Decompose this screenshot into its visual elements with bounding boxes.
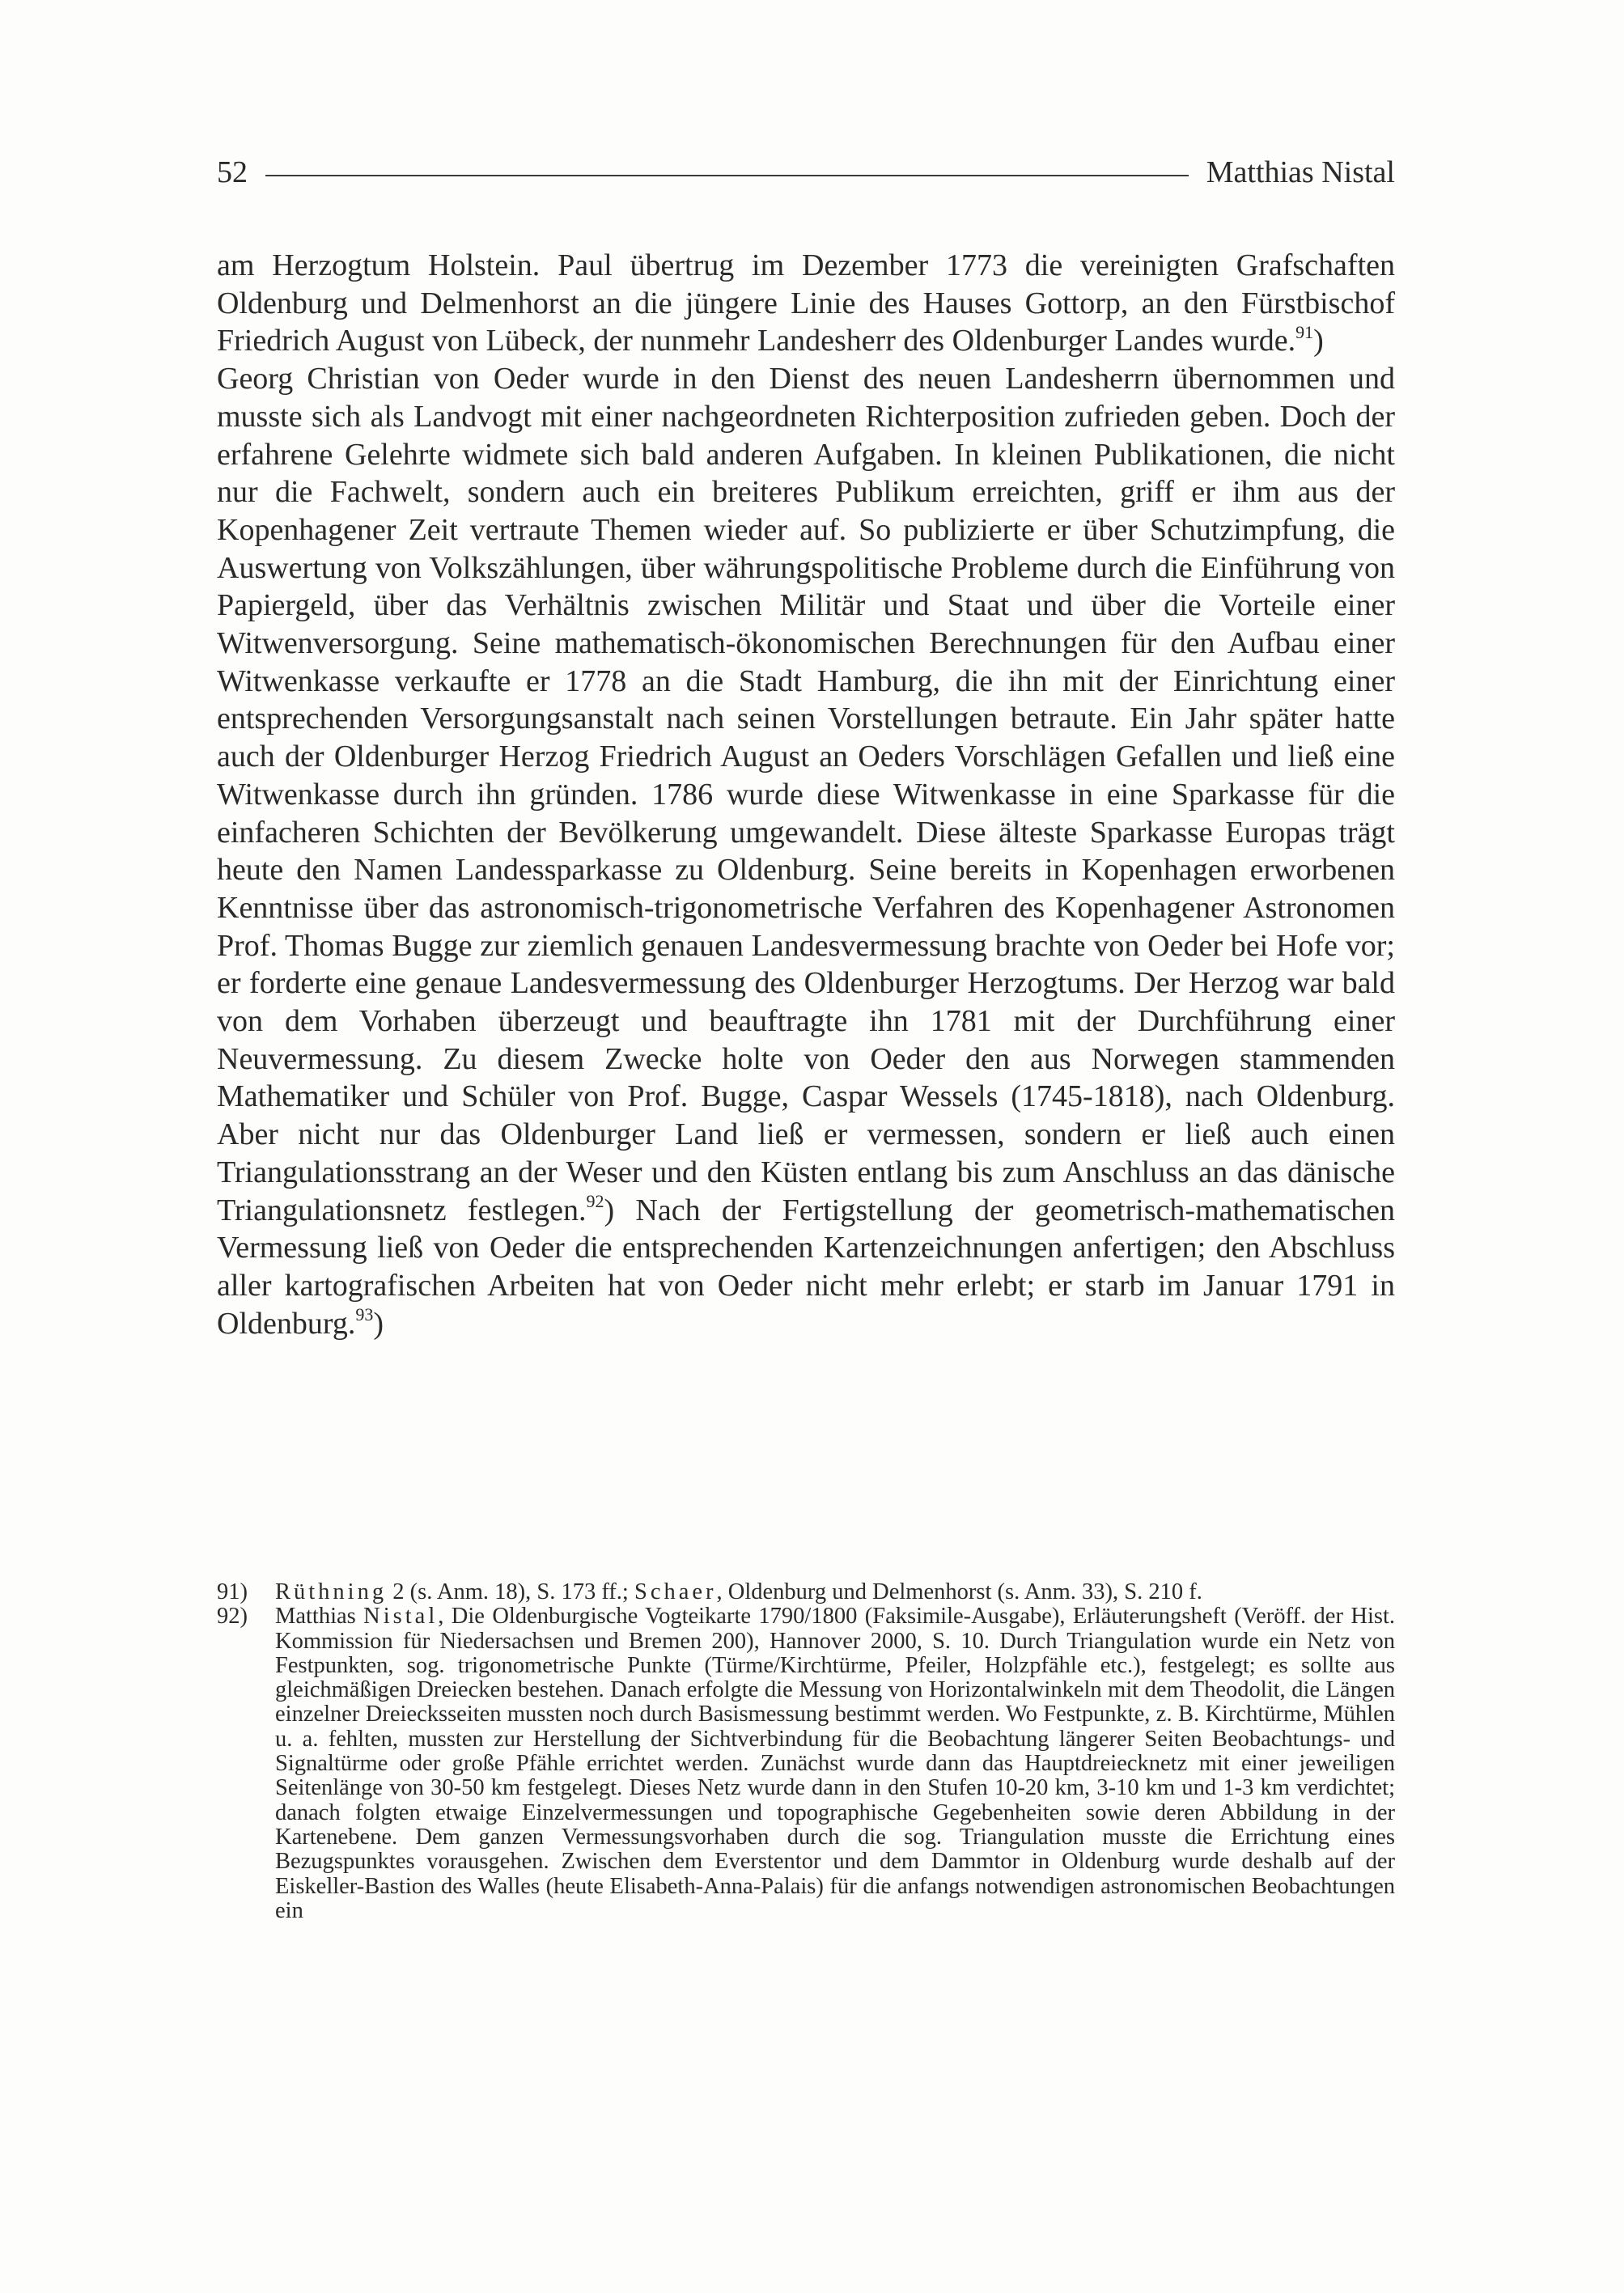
author-name: Rüthning	[275, 1580, 388, 1604]
footnote-92	[217, 1604, 1395, 1923]
running-head-author: Matthias Nistal	[1206, 155, 1395, 189]
body-text	[217, 247, 1395, 1342]
footnote-ref-93[interactable]: 93	[355, 1304, 374, 1325]
header-rule	[265, 175, 1189, 176]
paragraph-1-text: am Herzogtum Holstein. Paul übertrug im Dezember 1773 die vereinigten Grafschaften Oldenburg und Delmenhorst an die jüngere Linie des Hauses Gottorp, an den Fürstbischof Friedrich August von Lübeck, der nunmehr Landesherr des Oldenburger Landes wurde.	[217, 248, 1395, 358]
ref-close-paren: )	[1313, 324, 1324, 358]
paragraph-2-continuation: Nach der Fertigstellung der geometrisch-mathematischen Vermessung ließ von Oeder die entsprechenden Kartenzeichnungen anfertigen; den Abschluss aller kartografischen Arbeiten hat von Oeder nicht mehr erlebt; er starb im Januar 1791 in Oldenburg.	[217, 1193, 1395, 1341]
page-number: 52	[217, 155, 248, 189]
running-header	[217, 148, 1395, 197]
footnotes	[217, 1580, 1395, 2003]
footnote-number: 92)	[217, 1604, 248, 1630]
citation-text: 2 (s. Anm. 18), S. 173 ff.;	[387, 1580, 634, 1604]
footnote-91	[217, 1580, 1395, 1604]
footnote-ref-92[interactable]: 92	[586, 1190, 604, 1211]
author-first-name: Matthias	[275, 1604, 364, 1630]
author-name: Nistal	[363, 1604, 439, 1630]
ref-close-paren: )	[373, 1306, 384, 1341]
paragraph-2-text: Georg Christian von Oeder wurde in den Dienst des neuen Landesherrn übernommen und musste sich als Landvogt mit einer nachgeordneten Richterposition zufrieden geben. Doch der erfahrene Gelehrte widmete sich bald anderen Aufgaben. In kleinen Publikationen, die nicht nur die Fachwelt, sondern auch ein breiteres Publikum erreichten, griff er ihm aus der Kopenhagener Zeit vertraute Themen wieder auf. So publizierte er über Schutzimpfung, die Auswertung von Volkszählungen, über währungspolitische Probleme durch die Einführung von Papiergeld, über das Verhältnis zwischen Militär und Staat und über die Vorteile einer Witwenversorgung. Seine mathematisch-ökonomischen Berechnungen für den Aufbau einer Witwenkasse verkaufte er 1778 an die Stadt Hamburg, die ihn mit der Einrichtung einer entsprechenden Versorgungsanstalt nach seinen Vorstellungen betraute. Ein Jahr später hatte auch der Oldenburger Herzog Friedrich August an Oeders Vorschlägen Gefallen und ließ eine Witwenkasse durch ihn gründen. 1786 wurde diese Witwenkasse in eine Sparkasse für die einfacheren Schichten der Bevölkerung umgewandelt. Diese älteste Sparkasse Europas trägt heute den Namen Landessparkasse zu Oldenburg. Seine bereits in Kopenhagen erworbenen Kenntnisse über das astronomisch-trigonometrische Verfahren des Kopenhagener Astronomen Prof. Thomas Bugge zur ziemlich genauen Landesvermessung brachte von Oeder bei Hofe vor; er forderte eine genaue Landesvermessung des Oldenburger Herzogtums. Der Herzog war bald von dem Vorhaben überzeugt und beauftragte ihn 1781 mit der Durchführung einer Neuvermessung. Zu diesem Zwecke holte von Oeder den aus Norwegen stammenden Mathematiker und Schüler von Prof. Bugge, Caspar Wessels (1745-1818), nach Oldenburg. Aber nicht nur das Oldenburger Land ließ er vermessen, sondern er ließ auch einen Triangulationsstrang an der Weser und den Küsten entlang bis zum Anschluss an das dänische Triangulationsnetz festlegen.	[217, 362, 1395, 1227]
author-name: Schaer	[634, 1580, 717, 1604]
paragraph-1	[217, 247, 1395, 360]
footnote-ref-91[interactable]: 91	[1295, 321, 1314, 342]
footnote-text	[275, 1580, 1395, 1604]
footnote-text	[275, 1604, 1395, 1923]
citation-text: , Oldenburg und Delmenhorst (s. Anm. 33), S. 210 f.	[716, 1580, 1202, 1604]
footnote-number: 91)	[217, 1580, 248, 1604]
citation-text: , Die Oldenburgische Vogteikarte 1790/1800 (Faksimile-Ausgabe), Erläuterungsheft (Veröff. der Hist. Kommission für Niedersachsen und Bremen 200), Hannover 2000, S. 10. Durch Triangulation wurde ein Netz von Festpunkten, sog. trigonometrische Punkte (Türme/Kirchtürme, Pfeiler, Holzpfähle etc.), festgelegt; es sollte aus gleichmäßigen Dreiecken bestehen. Danach erfolgte die Messung von Horizontalwinkeln mit dem Theodolit, die Längen einzelner Dreiecksseiten mussten noch durch Basismessung bestimmt werden. Wo Festpunkte, z. B. Kirchtürme, Mühlen u. a. fehlten, mussten zur Herstellung der Sichtverbindung für die Beobachtung längerer Seiten Beobachtungs- und Signaltürme oder große Pfähle errichtet werden. Zunächst wurde dann das Hauptdreiecknetz mit einer jeweiligen Seitenlänge von 30-50 km festgelegt. Dieses Netz wurde dann in den Stufen 10-20 km, 3-10 km und 1-3 km verdichtet; danach folgten etwaige Einzelvermessungen und topographische Gegebenheiten sowie deren Abbildung in der Kartenebene. Dem ganzen Vermessungsvorhaben durch die sog. Triangulation musste die Errichtung eines Bezugspunktes vorausgehen. Zwischen dem Everstentor und dem Dammtor in Oldenburg wurde deshalb auf der Eiskeller-Bastion des Walles (heute Elisabeth-Anna-Palais) für die anfangs notwendigen astronomischen Beobachtungen ein	[275, 1604, 1395, 1923]
ref-close-paren: )	[604, 1193, 615, 1227]
paragraph-2	[217, 360, 1395, 1342]
